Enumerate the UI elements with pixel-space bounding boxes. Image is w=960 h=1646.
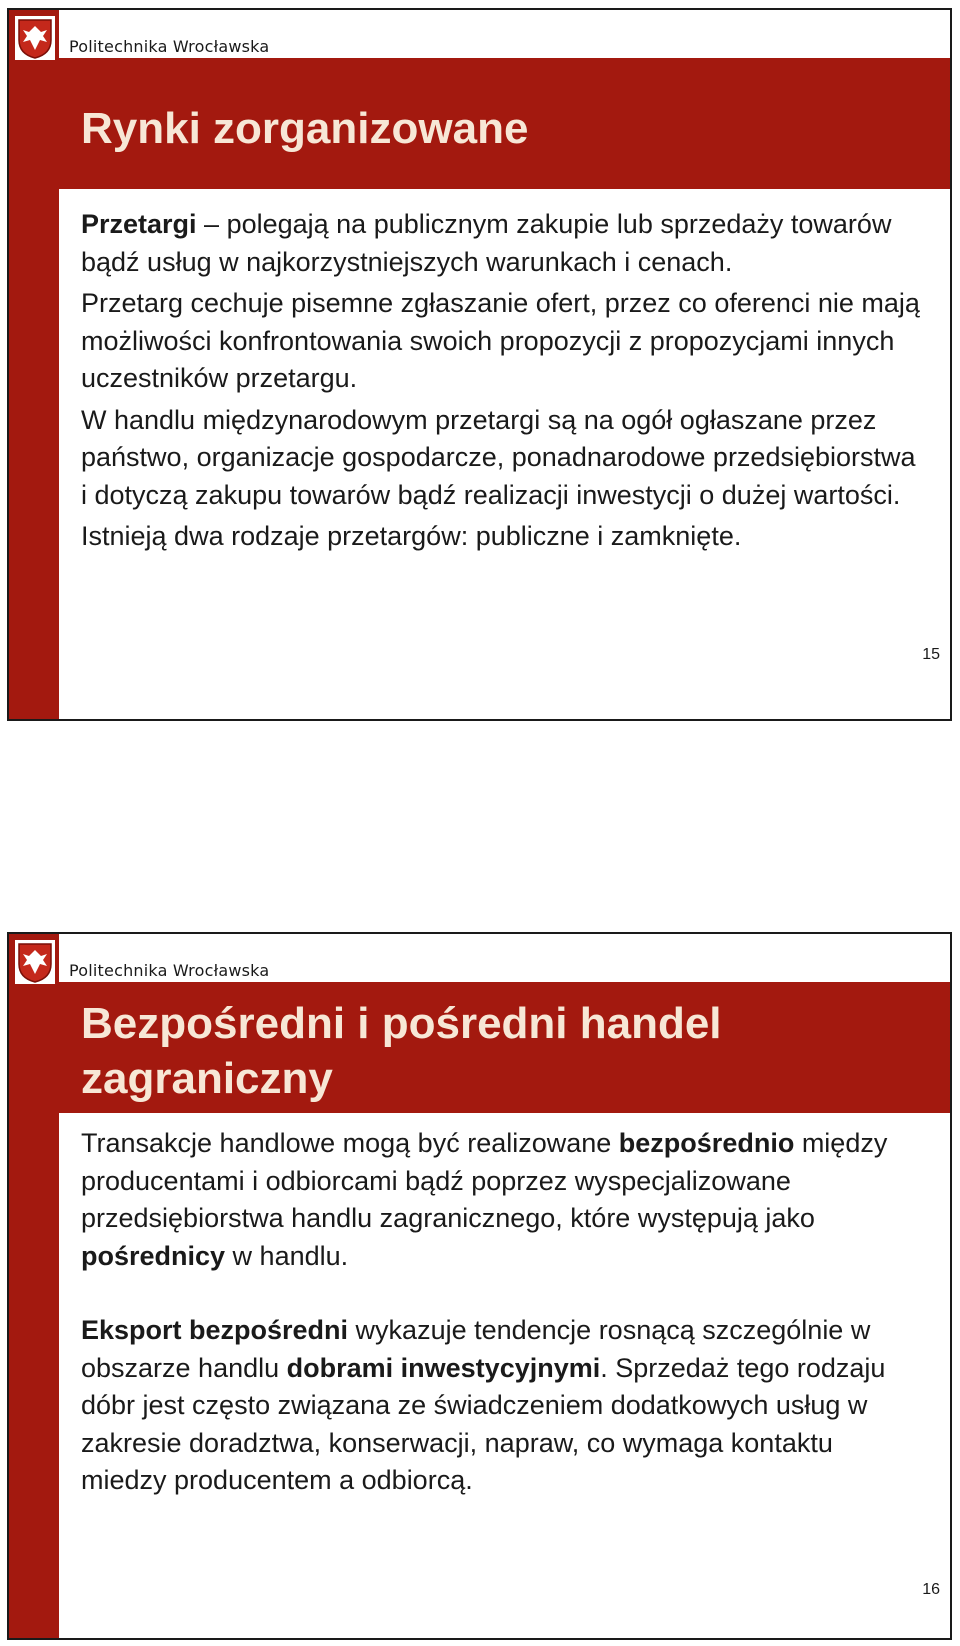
slide-content — [81, 206, 920, 556]
paragraph-eksport — [81, 1312, 920, 1500]
university-name: Politechnika Wrocławska — [69, 37, 270, 56]
bold-term: bezpośrednio — [618, 1128, 795, 1158]
bold-term: Eksport bezpośredni — [81, 1315, 349, 1345]
title-band — [59, 982, 950, 1113]
paragraph-text: – polegają na publicznym zakupie lub sprzedaży towarów bądź usług w najkorzystniejszych warunkach i cenach. — [81, 209, 892, 277]
university-name: Politechnika Wrocławska — [69, 961, 270, 980]
title-band — [59, 58, 950, 189]
bold-term: pośrednicy — [81, 1240, 226, 1271]
left-accent-bar — [9, 934, 59, 1638]
slide-15 — [7, 8, 952, 721]
page-number: 16 — [922, 1581, 940, 1598]
paragraph-text: wykazuje tendencje rosnącą szczególnie w obszarze handlu — [81, 1315, 871, 1383]
slide-title: Bezpośredni i pośredni handel zagraniczny — [81, 999, 722, 1103]
slide-content — [81, 1125, 920, 1500]
bold-term: dobrami inwestycyjnymi — [286, 1352, 601, 1383]
paragraph-przetarg-cechuje: Przetarg cechuje pisemne zgłaszanie ofert, przez co oferenci nie mają możliwości konfrontowania swoich propozycji z propozycjami innych uczestników przetargu. — [81, 288, 920, 393]
left-accent-bar — [9, 10, 59, 719]
slide-title: Rynki zorganizowane — [81, 104, 529, 153]
slide-16 — [7, 932, 952, 1640]
paragraph-text: Transakcje handlowe mogą być realizowane — [81, 1128, 619, 1158]
eagle-shield-icon — [15, 16, 55, 60]
bold-term: Przetargi — [81, 209, 197, 239]
paragraph-transakcje — [81, 1125, 920, 1275]
page-number: 15 — [922, 646, 940, 663]
paragraph-text: między producentami i odbiorcami bądź poprzez wyspecjalizowane przedsiębiorstwa handlu zagranicznego, które występują jako — [81, 1128, 888, 1233]
paragraph-handel-miedzynarodowy: W handlu międzynarodowym przetargi są na ogół ogłaszane przez państwo, organizacje gospodarcze, ponadnarodowe przedsiębiorstwa i dotyczą zakupu towarów bądź realizacji inwestycji o dużej wartości. — [81, 404, 916, 510]
paragraph-przetargi — [81, 206, 920, 281]
paragraph-rodzaje-przetargow: Istnieją dwa rodzaje przetargów: publiczne i zamknięte. — [81, 521, 742, 551]
eagle-shield-icon — [15, 940, 55, 984]
paragraph-text: . Sprzedaż tego rodzaju dóbr jest często związana ze świadczeniem dodatkowych usług w zakresie doradztwa, konserwacji, napraw, co wymaga kontaktu miedzy producentem a odbiorcą. — [81, 1352, 886, 1495]
paragraph-text: w handlu. — [225, 1240, 349, 1271]
